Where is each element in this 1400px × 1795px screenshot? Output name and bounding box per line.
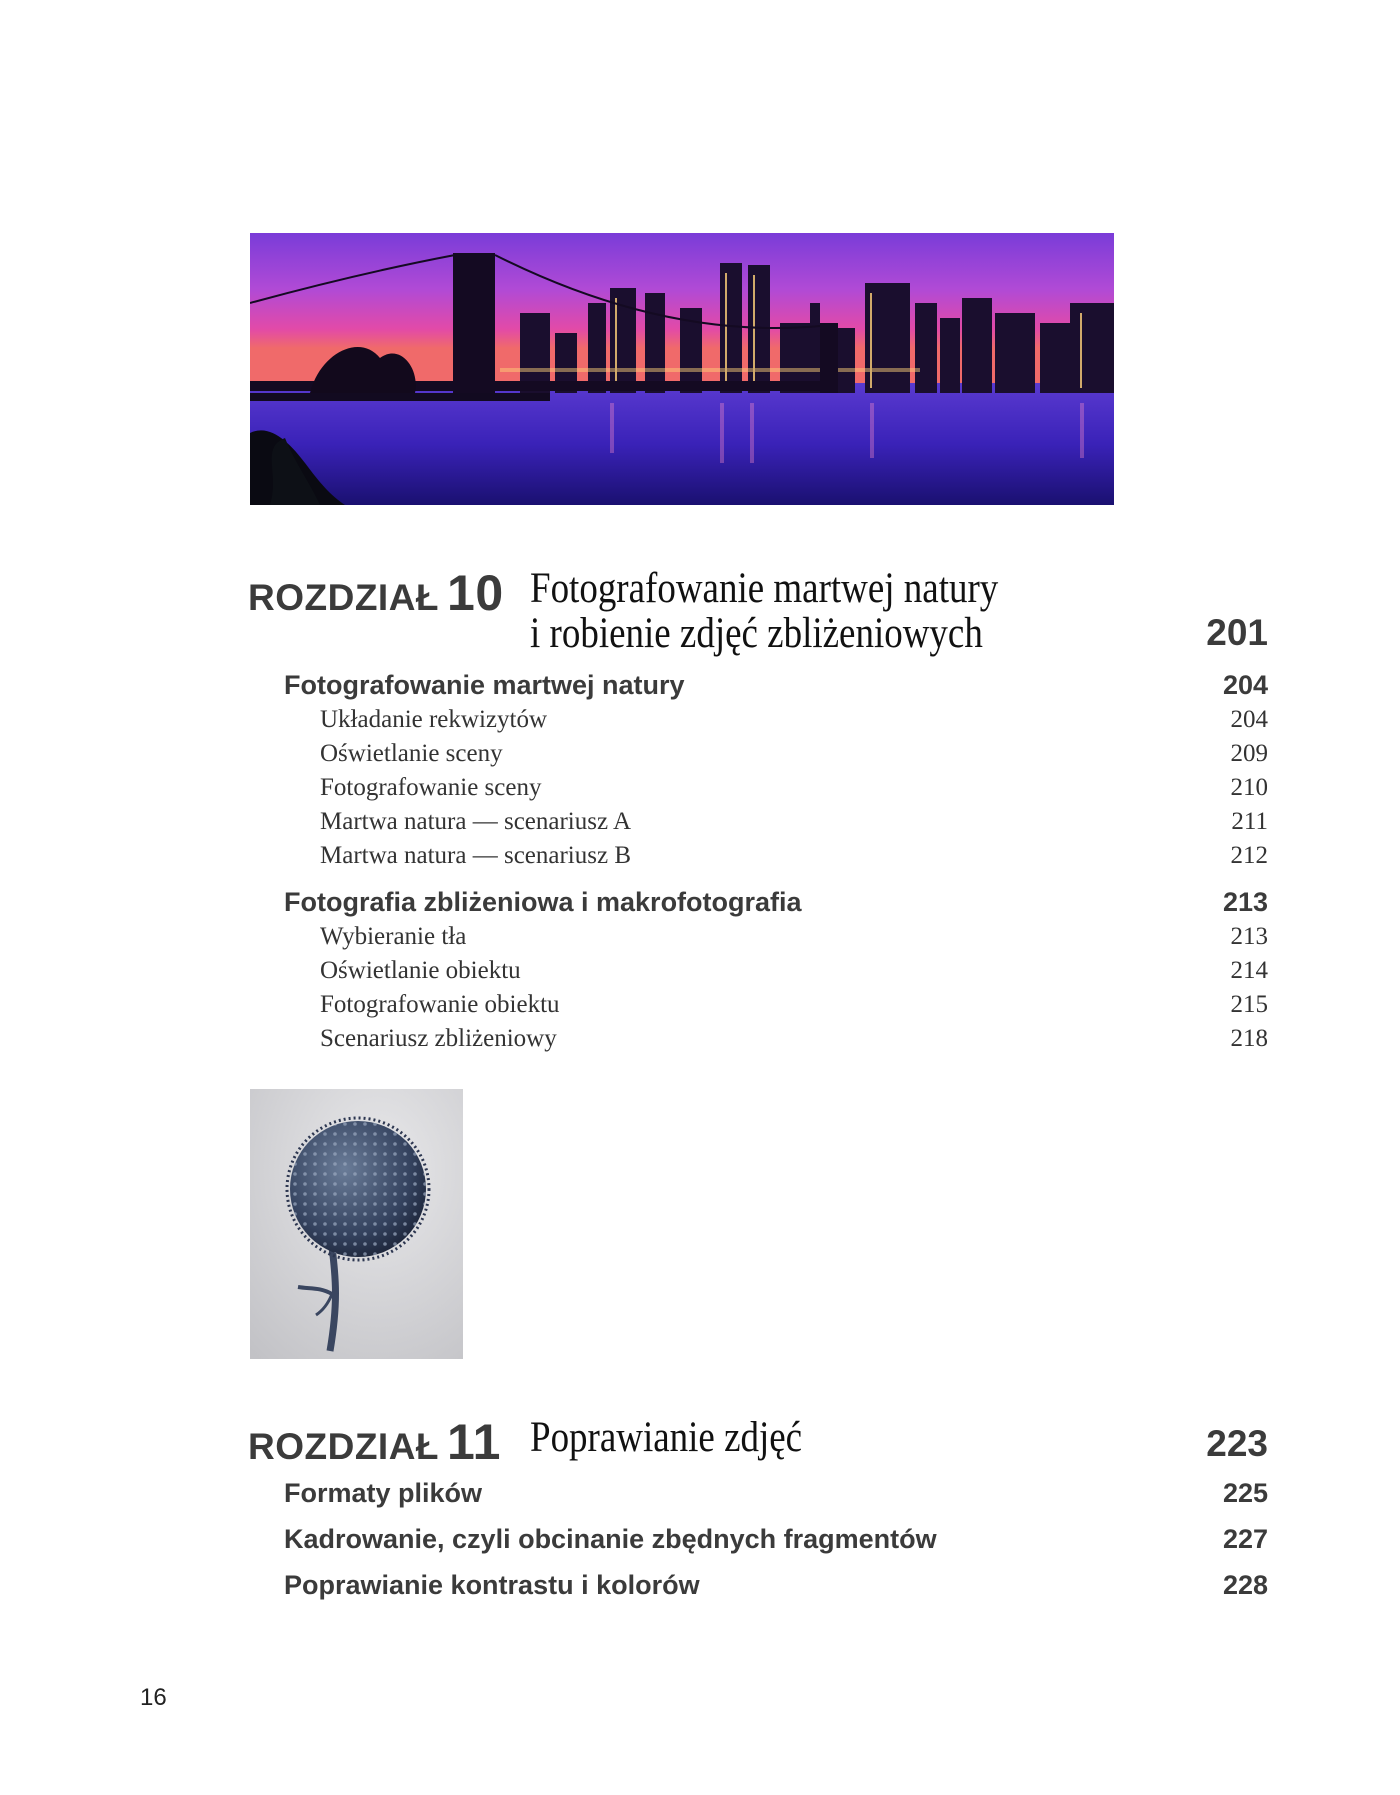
toc-subsection-title: Fotografowanie sceny — [320, 774, 542, 801]
toc-section-page: 227 — [1222, 1524, 1268, 1554]
toc-section-page: 204 — [1222, 670, 1268, 700]
toc-section[interactable] — [284, 887, 1268, 921]
chapter-label: ROZDZIAŁ 10 — [248, 565, 504, 621]
toc-subsection-title: Oświetlanie obiektu — [320, 957, 521, 984]
toc-subsection-title: Scenariusz zbliżeniowy — [320, 1025, 557, 1052]
toc-subsection[interactable] — [320, 991, 1268, 1025]
toc-subsection-title: Martwa natura — scenariusz B — [320, 842, 631, 869]
toc-subsection-page: 209 — [1230, 740, 1268, 767]
chapter-11-heading — [248, 1405, 1268, 1470]
toc-section-page: 213 — [1222, 887, 1268, 917]
toc-subsection-page: 211 — [1231, 808, 1268, 835]
toc-subsection-page: 204 — [1230, 706, 1268, 733]
toc-section-title: Formaty plików — [284, 1478, 483, 1508]
toc-subsection[interactable] — [320, 1025, 1268, 1059]
page-number: 16 — [140, 1684, 167, 1711]
chapter-title-line-1: Poprawianie zdjęć — [530, 1414, 803, 1461]
toc-section-page: 225 — [1222, 1478, 1268, 1508]
chapter-number: 10 — [447, 565, 504, 621]
chapter-title-line-1: Fotografowanie martwej natury — [530, 565, 999, 612]
toc-subsection-page: 215 — [1230, 991, 1268, 1018]
chapter-page-number: 201 — [1206, 612, 1268, 653]
toc-section-title: Poprawianie kontrastu i kolorów — [284, 1570, 700, 1600]
toc-section[interactable] — [284, 1478, 1268, 1512]
toc-subsection-page: 214 — [1230, 957, 1268, 984]
toc-subsection-page: 213 — [1230, 923, 1268, 950]
toc-subsection[interactable] — [320, 923, 1268, 957]
toc-subsection[interactable] — [320, 774, 1268, 808]
chapter-number: 11 — [447, 1414, 501, 1470]
toc-subsection[interactable] — [320, 957, 1268, 991]
toc-subsection-page: 212 — [1230, 842, 1268, 869]
toc-subsection-title: Układanie rekwizytów — [320, 706, 548, 733]
toc-subsection-page: 210 — [1230, 774, 1268, 801]
toc-section-page: 228 — [1222, 1570, 1268, 1600]
toc-subsection[interactable] — [320, 740, 1268, 774]
skyline-photo — [250, 233, 1114, 505]
flower-photo — [250, 1089, 463, 1359]
toc-subsection-title: Wybieranie tła — [320, 923, 467, 950]
toc-subsection[interactable] — [320, 842, 1268, 876]
toc-section[interactable] — [284, 1570, 1268, 1604]
toc-subsection-title: Oświetlanie sceny — [320, 740, 503, 767]
chapter-page-number: 223 — [1206, 1423, 1268, 1464]
chapter-label: ROZDZIAŁ 11 — [248, 1414, 501, 1470]
toc-subsection-title: Martwa natura — scenariusz A — [320, 808, 631, 835]
toc-section-title: Kadrowanie, czyli obcinanie zbędnych fragmentów — [284, 1524, 937, 1554]
chapter-10-heading — [248, 556, 1268, 656]
toc-subsection[interactable] — [320, 808, 1268, 842]
toc-section-title: Fotografowanie martwej natury — [284, 670, 685, 700]
toc-subsection-title: Fotografowanie obiektu — [320, 991, 560, 1018]
toc-section-title: Fotografia zbliżeniowa i makrofotografia — [284, 887, 802, 917]
chapter-title-line-2: i robienie zdjęć zbliżeniowych — [530, 610, 983, 657]
toc-subsection-page: 218 — [1230, 1025, 1268, 1052]
toc-section[interactable] — [284, 670, 1268, 704]
toc-subsection[interactable] — [320, 706, 1268, 740]
toc-section[interactable] — [284, 1524, 1268, 1558]
